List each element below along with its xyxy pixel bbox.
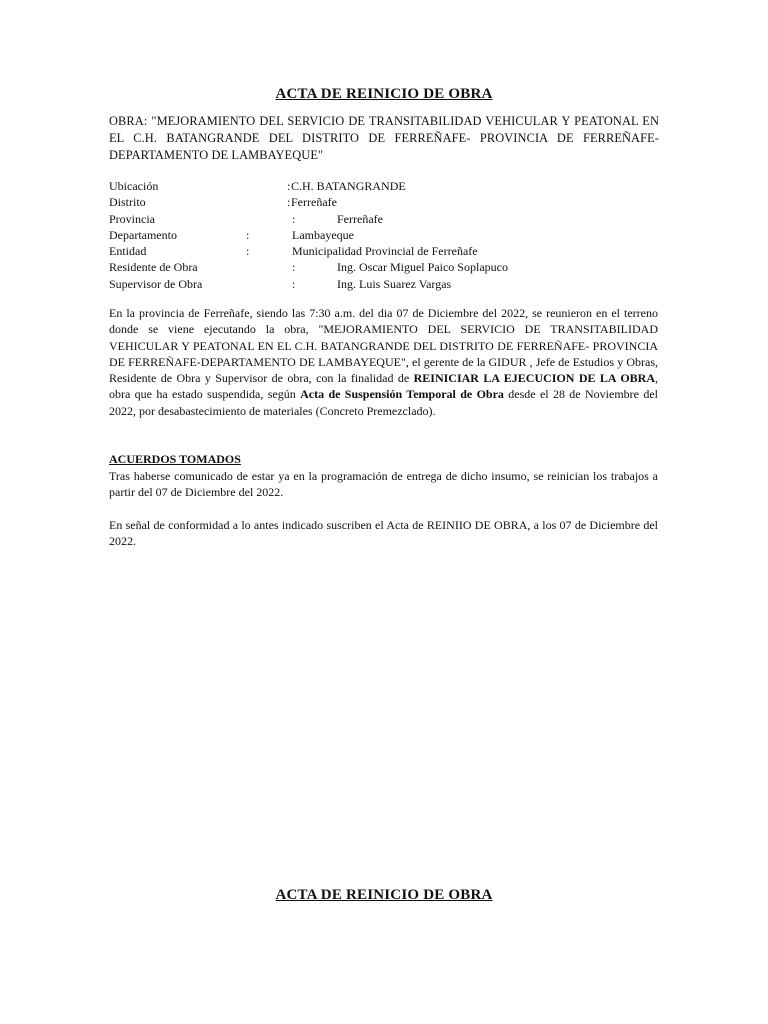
info-row-supervisor	[109, 276, 669, 292]
info-row-distrito	[109, 194, 669, 210]
project-info-block	[109, 178, 669, 292]
meeting-text: En la provincia de Ferreñafe, siendo las 7:30 a.m. del dia 07 de Diciembre del 2022, se reunieron en el terreno donde se viene ejecutando la obra, "MEJORAMIENTO DEL SERVICIO DE TRANSITABILIDAD VEHICULAR Y PEATONAL EN EL C.H. BATANGRANDE DEL DISTRITO DE FERREÑAFE- PROVINCIA DE FERREÑAFE-DEPARTAMENTO DE LAMBAYEQUE", el gerente de la GIDUR , Jefe de Estudios y Obras, Residente de Obra y Supervisor de obra, con la finalidad de	[109, 306, 658, 386]
info-row-ubicacion	[109, 178, 669, 194]
info-value: Ferreñafe	[291, 195, 337, 210]
acuerdos-paragraph: Tras haberse comunicado de estar ya en la programación de entrega de dicho insumo, se reinician los trabajos a partir del 07 de Diciembre del 2022.	[109, 469, 658, 500]
info-label: Residente de Obra	[109, 260, 198, 275]
conformidad-paragraph: En señal de conformidad a lo antes indicado suscriben el Acta de REINIIO DE OBRA, a los 07 de Diciembre del 2022.	[109, 518, 658, 549]
info-colon: :	[292, 211, 296, 226]
obra-description: OBRA: "MEJORAMIENTO DEL SERVICIO DE TRANSITABILIDAD VEHICULAR Y PEATONAL EN EL C.H. BATANGRANDE DEL DISTRITO DE FERREÑAFE- PROVINCIA DE FERREÑAFE-DEPARTAMENTO DE LAMBAYEQUE"	[109, 114, 659, 162]
document-title-repeat: ACTA DE REINICIO DE OBRA	[275, 887, 493, 903]
info-colon: :	[292, 276, 296, 291]
info-label: Provincia	[109, 211, 155, 226]
info-label: Ubicación	[109, 179, 159, 193]
info-row-departamento	[109, 227, 669, 243]
info-value: Municipalidad Provincial de Ferreñafe	[292, 244, 478, 259]
info-row-entidad	[109, 243, 669, 259]
meeting-text: desde el 28 de Noviembre del 2022, por desabastecimiento de materiales (Concreto Premezclado).	[109, 387, 658, 418]
info-value: Lambayeque	[292, 227, 354, 242]
meeting-text: , obra que ha estado suspendida, según	[109, 371, 658, 402]
info-value: C.H. BATANGRANDE	[291, 179, 406, 193]
info-label: Distrito	[109, 195, 146, 210]
info-colon: :	[292, 260, 296, 275]
acta-suspension-bold-text: Acta de Suspensión Temporal de Obra	[300, 387, 504, 402]
info-label: Supervisor de Obra	[109, 276, 203, 291]
info-row-residente	[109, 259, 669, 275]
document-title: ACTA DE REINICIO DE OBRA	[275, 86, 493, 102]
info-colon: :	[287, 195, 291, 210]
info-value: Ing. Luis Suarez Vargas	[337, 276, 452, 291]
info-colon: :	[246, 244, 250, 259]
acuerdos-heading: ACUERDOS TOMADOS	[109, 452, 241, 466]
info-value: Ferreñafe	[337, 211, 383, 226]
info-label: Departamento	[109, 227, 177, 242]
info-row-provincia	[109, 211, 669, 227]
info-value: Ing. Oscar Miguel Paico Soplapuco	[337, 260, 508, 275]
info-label: Entidad	[109, 244, 147, 259]
info-colon: :	[246, 227, 250, 242]
reiniciar-bold-text: REINICIAR LA EJECUCION DE LA OBRA	[413, 371, 655, 386]
meeting-paragraph	[109, 305, 658, 419]
info-colon: :	[287, 179, 291, 193]
